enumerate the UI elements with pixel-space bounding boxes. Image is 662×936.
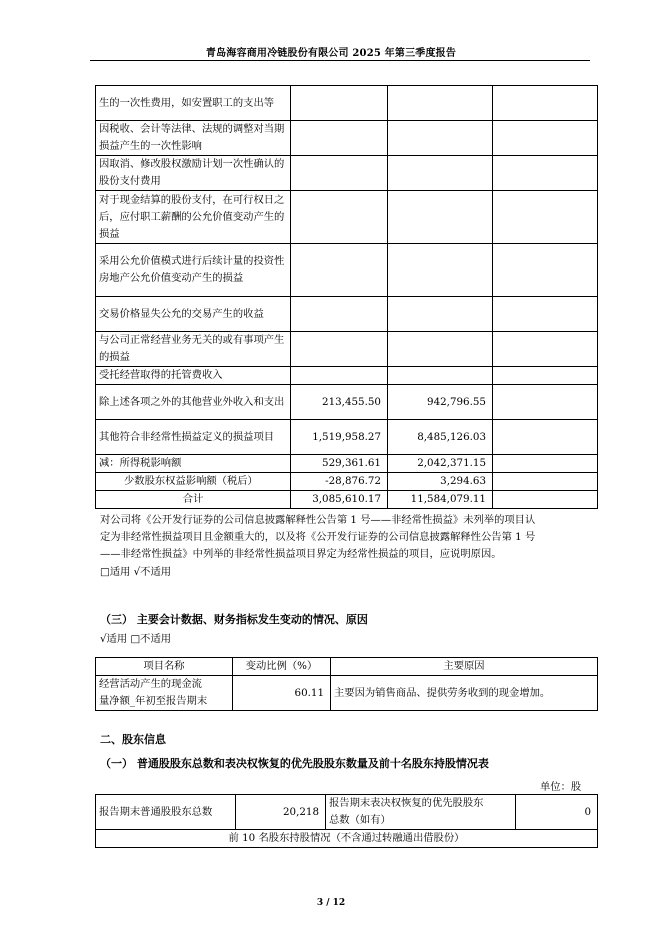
row-value-v2 bbox=[388, 86, 493, 121]
row-label: 因取消、修改股权激励计划一次性确认的股份支付费用 bbox=[96, 156, 291, 191]
note-line-2: 定为非经常性损益项目且金额重大的，以及将《公开发行证券的公司信息披露解释性公告第 1 号 bbox=[100, 531, 536, 543]
row-value-v3 bbox=[493, 244, 598, 297]
table-row bbox=[96, 191, 598, 244]
row-label: 对于现金结算的股份支付，在可行权日之后，应付职工薪酬的公允价值变动产生的损益 bbox=[96, 191, 291, 244]
row-value-v1: 213,455.50 bbox=[291, 385, 388, 420]
col-header-reason: 主要原因 bbox=[331, 658, 598, 676]
col-header-ratio: 变动比例（%） bbox=[233, 658, 331, 676]
header-rule bbox=[90, 60, 590, 61]
row-value-v2: 2,042,371.15 bbox=[388, 455, 493, 473]
row-value-v2 bbox=[388, 121, 493, 156]
row-value-v3 bbox=[493, 420, 598, 455]
table-row bbox=[96, 332, 598, 367]
row-value-v2: 8,485,126.03 bbox=[388, 420, 493, 455]
row-value-v2 bbox=[388, 367, 493, 385]
item-name-line1: 经营活动产生的现金流 bbox=[99, 678, 202, 690]
row-value-v3 bbox=[493, 455, 598, 473]
row-label: 交易价格显失公允的交易产生的收益 bbox=[96, 297, 291, 332]
section3-title: （三） 主要会计数据、财务指标发生变动的情况、原因 bbox=[100, 613, 368, 626]
note-applicability: □适用 √不适用 bbox=[100, 566, 172, 578]
row-value-v3 bbox=[493, 491, 598, 509]
unit-label: 单位：股 bbox=[540, 781, 582, 793]
change-reasons-table bbox=[95, 657, 598, 711]
row-label: 因税收、会计等法律、法规的调整对当期损益产生的一次性影响 bbox=[96, 121, 291, 156]
common-holders-value: 20,218 bbox=[236, 795, 326, 830]
note-line-3: ——非经常性损益》中列举的非经常性损益项目界定为经常性损益的项目，应说明原因。 bbox=[100, 548, 502, 560]
table-row bbox=[96, 297, 598, 332]
row-value-v1: 1,519,958.27 bbox=[291, 420, 388, 455]
reason-cell: 主要因为销售商品、提供劳务收到的现金增加。 bbox=[331, 676, 598, 711]
row-value-v1 bbox=[291, 121, 388, 156]
common-holders-label: 报告期末普通股股东总数 bbox=[96, 795, 236, 830]
row-value-v1 bbox=[291, 332, 388, 367]
item-name-cell bbox=[96, 676, 233, 711]
row-value-v3 bbox=[493, 86, 598, 121]
shareholder-subtitle: （一） 普通股股东总数和表决权恢复的优先股股东数量及前十名股东持股情况表 bbox=[100, 757, 489, 770]
row-value-v2 bbox=[388, 332, 493, 367]
report-header-title: 青岛海容商用冷链股份有限公司 2025 年第三季度报告 bbox=[205, 48, 457, 59]
table-row bbox=[96, 86, 598, 121]
top10-heading: 前 10 名股东持股情况（不含通过转融通出借股份） bbox=[96, 830, 598, 848]
table-row bbox=[96, 473, 598, 491]
row-label: 除上述各项之外的其他营业外收入和支出 bbox=[96, 385, 291, 420]
row-value-v3 bbox=[493, 367, 598, 385]
row-value-v1 bbox=[291, 156, 388, 191]
row-value-v3 bbox=[493, 191, 598, 244]
row-label: 合计 bbox=[96, 491, 291, 509]
row-value-v2 bbox=[388, 156, 493, 191]
row-value-v1: -28,876.72 bbox=[291, 473, 388, 491]
row-value-v3 bbox=[493, 156, 598, 191]
row-value-v3 bbox=[493, 473, 598, 491]
page-number: 3 / 12 bbox=[316, 898, 346, 908]
table-row bbox=[96, 367, 598, 385]
item-name-line2: 量净额_年初至报告期末 bbox=[99, 695, 208, 707]
table-row bbox=[96, 244, 598, 297]
row-value-v1: 529,361.61 bbox=[291, 455, 388, 473]
row-value-v2: 3,294.63 bbox=[388, 473, 493, 491]
preferred-label-line1: 报告期末表决权恢复的优先股股东 bbox=[329, 797, 484, 809]
row-value-v2 bbox=[388, 191, 493, 244]
row-value-v3 bbox=[493, 385, 598, 420]
row-value-v1: 3,085,610.17 bbox=[291, 491, 388, 509]
row-value-v1 bbox=[291, 191, 388, 244]
row-value-v2: 942,796.55 bbox=[388, 385, 493, 420]
table-row bbox=[96, 455, 598, 473]
table-row bbox=[96, 491, 598, 509]
row-label: 减：所得税影响额 bbox=[96, 455, 291, 473]
col-header-item: 项目名称 bbox=[96, 658, 233, 676]
shareholder-count-table bbox=[95, 794, 598, 848]
row-label: 采用公允价值模式进行后续计量的投资性房地产公允价值变动产生的损益 bbox=[96, 244, 291, 297]
table-row bbox=[96, 420, 598, 455]
shareholder-section-title: 二、股东信息 bbox=[100, 733, 166, 746]
row-value-v2: 11,584,079.11 bbox=[388, 491, 493, 509]
row-value-v3 bbox=[493, 121, 598, 156]
note-line-1: 对公司将《公开发行证券的公司信息披露解释性公告第 1 号——非经常性损益》未列举的项目认 bbox=[100, 514, 536, 526]
row-label: 生的一次性费用，如安置职工的支出等 bbox=[96, 86, 291, 121]
table-row bbox=[96, 156, 598, 191]
row-label: 与公司正常经营业务无关的或有事项产生的损益 bbox=[96, 332, 291, 367]
preferred-label-line2: 总数（如有） bbox=[329, 814, 391, 826]
ratio-cell: 60.11 bbox=[233, 676, 331, 711]
row-value-v1 bbox=[291, 297, 388, 332]
row-value-v1 bbox=[291, 86, 388, 121]
section3-applicability: √适用 □不适用 bbox=[100, 633, 172, 645]
non-recurring-items-table bbox=[95, 85, 598, 509]
row-value-v3 bbox=[493, 297, 598, 332]
row-value-v2 bbox=[388, 297, 493, 332]
preferred-holders-value: 0 bbox=[516, 795, 598, 830]
row-value-v1 bbox=[291, 244, 388, 297]
preferred-holders-label bbox=[326, 795, 516, 830]
row-value-v1 bbox=[291, 367, 388, 385]
table-row bbox=[96, 121, 598, 156]
row-value-v3 bbox=[493, 332, 598, 367]
row-label: 少数股东权益影响额（税后） bbox=[96, 473, 291, 491]
row-label: 其他符合非经常性损益定义的损益项目 bbox=[96, 420, 291, 455]
table-row bbox=[96, 385, 598, 420]
row-label: 受托经营取得的托管费收入 bbox=[96, 367, 291, 385]
row-value-v2 bbox=[388, 244, 493, 297]
